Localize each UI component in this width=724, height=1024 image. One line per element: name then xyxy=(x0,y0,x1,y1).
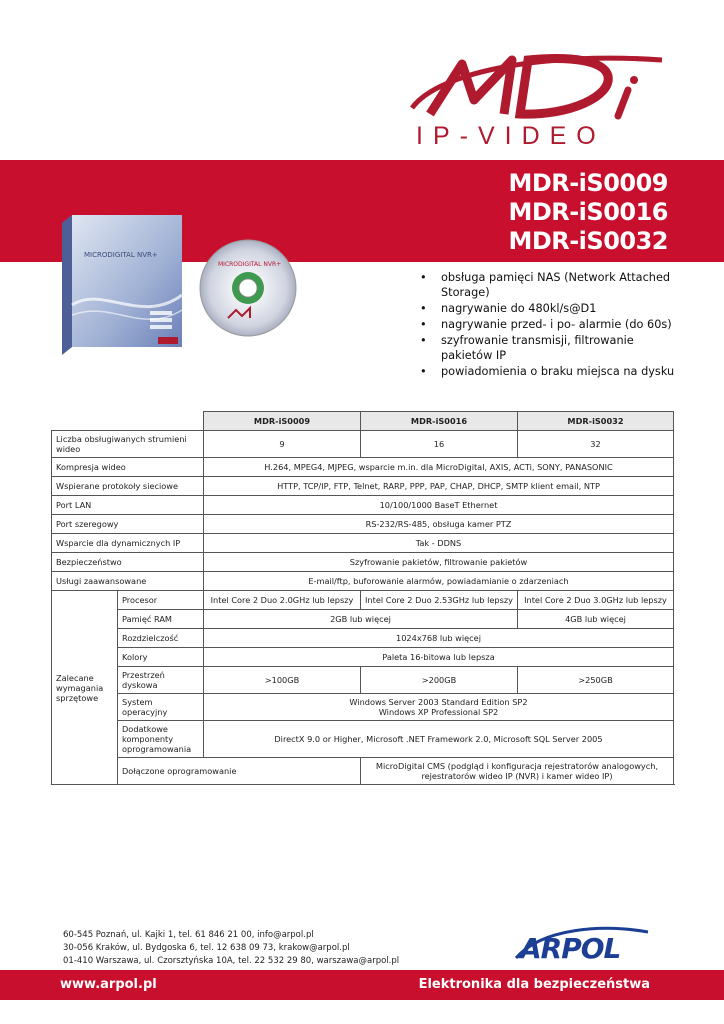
website-link[interactable]: www.arpol.pl xyxy=(60,977,157,992)
feature-item: • powiadomienia o braku miejsca na dysku xyxy=(420,365,675,378)
model-title-1: MDR-iS0009 xyxy=(508,169,668,197)
bullet: • xyxy=(420,302,427,315)
feature-list xyxy=(418,270,678,380)
table-header-row xyxy=(52,412,674,431)
table-row: Dodatkowe komponenty oprogramowania DirectX 9.0 or Higher, Microsoft .NET Framework 2.0, Microsoft SQL Server 2005 xyxy=(52,721,674,758)
row-label: Kolory xyxy=(118,648,204,667)
arpol-logo xyxy=(512,922,652,962)
table-row: Wspierane protokoły sieciowe HTTP, TCP/IP, FTP, Telnet, RARP, PPP, PAP, CHAP, DHCP, SMTP klient email, NTP xyxy=(52,477,674,496)
row-label: Przestrzeń dyskowa xyxy=(118,667,204,694)
feature-item: • szyfrowanie transmisji, filtrowanie pakietów IP xyxy=(420,334,634,362)
table-row: System operacyjny Windows Server 2003 Standard Edition SP2 Windows XP Professional SP2 xyxy=(52,694,674,721)
row-label: Kompresja wideo xyxy=(52,458,204,477)
table-row: Pamięć RAM 2GB lub więcej 4GB lub więcej xyxy=(52,610,674,629)
address-line: 30-056 Kraków, ul. Bydgoska 6, tel. 12 638 09 73, krakow@arpol.pl xyxy=(63,943,350,953)
table-row: Usługi zaawansowane E-mail/ftp, buforowanie alarmów, powiadamianie o zdarzeniach xyxy=(52,572,674,591)
row-label: Port szeregowy xyxy=(52,515,204,534)
footer-slogan: Elektronika dla bezpieczeństwa xyxy=(418,977,650,992)
software-box-image xyxy=(62,215,192,355)
table-row: Rozdzielczość 1024x768 lub więcej xyxy=(52,629,674,648)
header-model-3: MDR-iS0032 xyxy=(518,412,674,431)
row-label: Pamięć RAM xyxy=(118,610,204,629)
bullet: • xyxy=(420,318,427,331)
requirements-label: Zalecane wymagania sprzętowe xyxy=(52,591,118,785)
row-label: System operacyjny xyxy=(118,694,204,721)
table-row: Kolory Paleta 16-bitowa lub lepsza xyxy=(52,648,674,667)
table-row: Port szeregowy RS-232/RS-485, obsługa kamer PTZ xyxy=(52,515,674,534)
row-label: Port LAN xyxy=(52,496,204,515)
row-label: Wspierane protokoły sieciowe xyxy=(52,477,204,496)
logo-text: MDi xyxy=(400,30,402,31)
table-row: Przestrzeń dyskowa >100GB >200GB >250GB xyxy=(52,667,674,694)
model-title-3: MDR-iS0032 xyxy=(508,227,668,255)
address-line: 60-545 Poznań, ul. Kajki 1, tel. 61 846 21 00, info@arpol.pl xyxy=(63,930,314,940)
bullet: • xyxy=(420,334,427,347)
logo-tagline: IP-VIDEO xyxy=(416,122,606,150)
row-label: Bezpieczeństwo xyxy=(52,553,204,572)
row-label: Dodatkowe komponenty oprogramowania xyxy=(118,721,204,758)
feature-item: • nagrywanie do 480kl/s@D1 xyxy=(420,302,597,315)
row-label: Wsparcie dla dynamicznych IP xyxy=(52,534,204,553)
header-model-2: MDR-iS0016 xyxy=(361,412,518,431)
header-model-1: MDR-iS0009 xyxy=(204,412,361,431)
table-row: Zalecane wymagania sprzętowe Procesor Intel Core 2 Duo 2.0GHz lub lepszy Intel Core 2 Duo 2.53GHz lub lepszy Intel Core 2 Duo 3.0GHz lub lepszy xyxy=(52,591,674,610)
row-label: Procesor xyxy=(118,591,204,610)
row-label: Liczba obsługiwanych strumieni wideo xyxy=(52,431,204,458)
bullet: • xyxy=(420,365,427,378)
row-label: Rozdzielczość xyxy=(118,629,204,648)
row-label: Dołączone oprogramowanie xyxy=(118,758,361,785)
table-row: Port LAN 10/100/1000 BaseT Ethernet xyxy=(52,496,674,515)
software-disc-image xyxy=(198,238,298,338)
feature-item: • nagrywanie przed- i po- alarmie (do 60s) xyxy=(420,318,672,331)
table-row: Dołączone oprogramowanie MicroDigital CMS (podgląd i konfiguracja rejestratorów analogowych, rejestratorów wideo IP (NVR) i kamer wideo IP) xyxy=(52,758,674,785)
table-row: Liczba obsługiwanych strumieni wideo 9 16 32 xyxy=(52,431,674,458)
spec-table xyxy=(51,411,674,785)
bullet: • xyxy=(420,271,427,284)
table-row: Wsparcie dla dynamicznych IP Tak - DDNS xyxy=(52,534,674,553)
model-title-2: MDR-iS0016 xyxy=(508,198,668,226)
table-row: Kompresja wideo H.264, MPEG4, MJPEG, wsparcie m.in. dla MicroDigital, AXIS, ACTi, SONY, PANASONIC xyxy=(52,458,674,477)
feature-item: • obsługa pamięci NAS (Network Attached Storage) xyxy=(420,271,671,299)
address-block xyxy=(63,929,399,968)
address-line: 01-410 Warszawa, ul. Czorsztyńska 10A, tel. 22 532 29 80, warszawa@arpol.pl xyxy=(63,956,400,966)
disc-label: MICRODIGITAL NVR+ xyxy=(218,261,282,268)
row-label: Usługi zaawansowane xyxy=(52,572,204,591)
box-label: MICRODIGITAL NVR+ xyxy=(84,251,158,259)
arpol-logo-text: ARPOL xyxy=(520,932,621,962)
table-row: Bezpieczeństwo Szyfrowanie pakietów, filtrowanie pakietów xyxy=(52,553,674,572)
